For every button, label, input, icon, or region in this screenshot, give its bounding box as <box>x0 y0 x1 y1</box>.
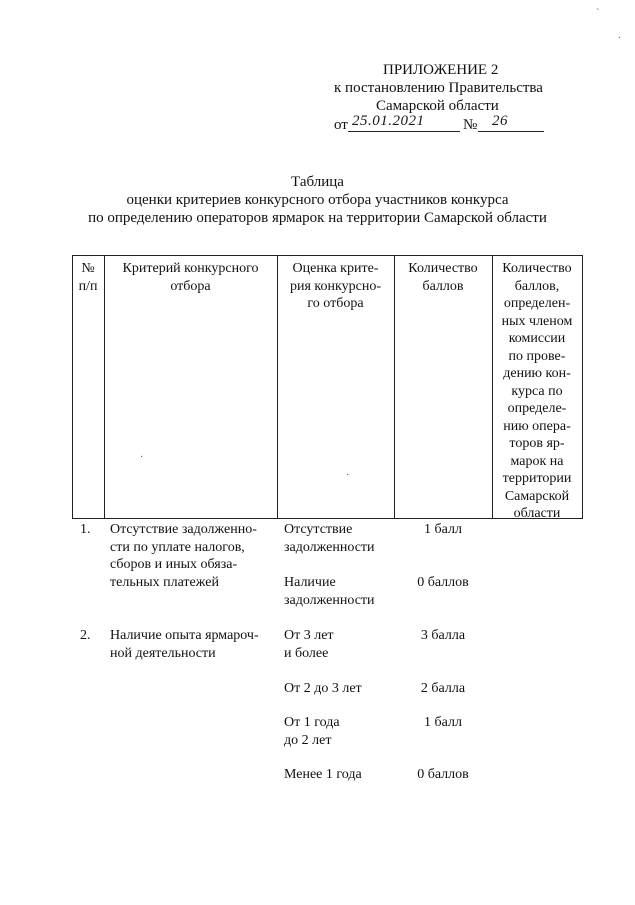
appendix-line-2: Самарской области <box>376 98 499 114</box>
header-text: баллов <box>422 278 464 294</box>
scan-mark: ` <box>596 8 600 19</box>
assessment-option <box>284 521 375 556</box>
appendix-title: ПРИЛОЖЕНИЕ 2 <box>383 62 499 78</box>
header-text: рия конкурсно- <box>290 278 381 294</box>
assessment-line: Отсутствие <box>284 522 353 537</box>
criterion-text <box>110 521 257 591</box>
points-value: 1 балл <box>424 715 462 730</box>
header-text: марок на <box>510 453 564 469</box>
header-text: № <box>81 261 95 276</box>
assessment-line: Менее 1 года <box>284 767 362 782</box>
criterion-text <box>110 627 259 662</box>
assessment-option <box>284 627 334 662</box>
date-underline <box>348 131 460 132</box>
header-text: Количество <box>502 261 572 276</box>
assessment-option <box>284 574 375 609</box>
header-text: п/п <box>78 278 98 294</box>
header-text: нию опера- <box>503 418 571 434</box>
assessment-option <box>284 714 340 749</box>
assessment-line: до 2 лет <box>284 732 332 748</box>
header-text: комиссии <box>508 331 566 346</box>
assessment-line: От 2 до 3 лет <box>284 681 362 696</box>
header-text: территории <box>502 471 572 486</box>
col-border <box>582 255 583 518</box>
handwritten-date: 25.01.2021 <box>352 113 425 129</box>
assessment-option <box>284 680 362 698</box>
header-points <box>394 260 492 295</box>
assessment-line: задолженности <box>284 592 375 608</box>
header-text: ных членом <box>501 313 573 329</box>
header-text: курса по <box>511 383 563 399</box>
criterion-line: ной деятельности <box>110 645 216 661</box>
header-text: Критерий конкурсного <box>122 261 259 276</box>
date-prefix: от <box>334 117 348 133</box>
points-value: 2 балла <box>420 681 466 696</box>
doc-title-line-1: Таблица <box>291 174 344 190</box>
row-number: 2. <box>80 628 91 643</box>
header-text: области <box>513 506 561 521</box>
assessment-line: От 3 лет <box>284 628 334 643</box>
criterion-line: сти по уплате налогов, <box>110 539 245 555</box>
number-prefix: № <box>463 117 478 133</box>
points-value: 3 балла <box>420 628 466 643</box>
header-number <box>72 260 104 295</box>
header-criterion <box>104 260 277 295</box>
assessment-option <box>284 766 362 784</box>
points-value: 0 баллов <box>417 767 469 782</box>
number-underline <box>478 131 544 132</box>
points-value: 0 баллов <box>417 575 469 590</box>
header-assessment <box>277 260 394 313</box>
criterion-line: сборов и иных обяза- <box>110 557 238 572</box>
header-text: по прове- <box>508 348 566 364</box>
points-value: 1 балл <box>424 522 462 537</box>
scan-speck: · <box>140 452 144 463</box>
header-text: Оценка крите- <box>292 261 379 276</box>
criterion-line: Наличие опыта ярмароч- <box>110 628 259 643</box>
table-top-border <box>72 255 583 256</box>
handwritten-number: 26 <box>492 113 508 129</box>
header-text: определен- <box>503 296 571 311</box>
header-text: Самарской <box>504 488 570 504</box>
criterion-line: тельных платежей <box>110 574 219 590</box>
scan-speck: · <box>346 470 350 481</box>
assessment-line: и более <box>284 645 329 661</box>
header-text: баллов, <box>514 278 560 294</box>
assessment-line: задолженности <box>284 539 375 555</box>
header-text: определе- <box>507 401 567 416</box>
doc-title-line-3: по определению операторов ярмарок на территории Самарской области <box>88 210 547 226</box>
header-text: торов яр- <box>509 436 565 451</box>
criterion-line: Отсутствие задолженно- <box>110 522 257 537</box>
assessment-line: От 1 года <box>284 715 340 730</box>
header-text: Количество <box>408 261 478 276</box>
scan-mark: . <box>618 30 621 41</box>
header-text: дению кон- <box>503 366 571 381</box>
assessment-line: Наличие <box>284 575 336 590</box>
row-number: 1. <box>80 522 91 537</box>
header-text: отбора <box>170 278 211 294</box>
header-commission-points <box>492 260 582 523</box>
header-text: го отбора <box>307 296 364 311</box>
appendix-line-1: к постановлению Правительства <box>334 80 543 96</box>
doc-title-line-2: оценки критериев конкурсного отбора участников конкурса <box>126 192 509 208</box>
